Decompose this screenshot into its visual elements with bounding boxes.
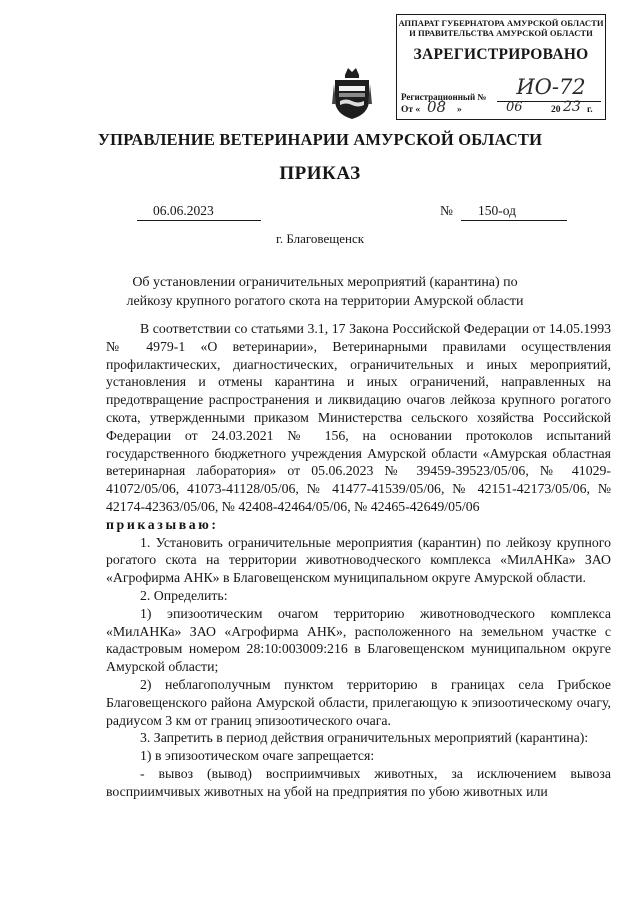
- item-3-1-a: - вывоз (вывод) восприимчивых животных, за исключением вывоза восприимчивых животных на убой на предприятия по убою животных или: [106, 765, 611, 799]
- stamp-month: 06: [506, 100, 523, 115]
- item-1: 1. Установить ограничительные мероприятия (карантин) по лейкозу крупного рогатого скота на территории животноводческого комплекса «МилАНКа» ЗАО «Агрофирма АНК» в Благовещенском муниципальном округе Амурской области.: [106, 534, 611, 586]
- date-underline: [137, 220, 261, 221]
- stamp-year-end: г.: [587, 105, 593, 115]
- item-3-1: 1) в эпизоотическом очаге запрещается:: [140, 748, 375, 764]
- stamp-year-prefix: 20: [551, 105, 561, 115]
- stamp-reg-number: ИО-72: [516, 75, 586, 99]
- item-2: 2. Определить:: [140, 587, 228, 603]
- preamble-paragraph: В соответствии со статьями 3.1, 17 Закона Российской Федерации от 14.05.1993 № 4979-1 «О ветеринарии», Ветеринарными правилами осуществления профилактических, диагностических, ограничительных и иных мероприятий, установления и отмены карантина и иных ограничений, направленных на предотвращение распространения и ликвидацию очагов лейкоза крупного рогатого скота, утвержденными приказом Министерства сельского хозяйства Российской Федерации от 24.03.2021 № 156, на основании протоколов испытаний государственного бюджетного учреждения Амурской области «Амурская областная ветеринарная лаборатория» от 05.06.2023 № 39459-39523/05/06, № 41029-41072/05/06, 41073-41128/05/06, № 41477-41539/05/06, № 42151-42173/05/06, № 42174-42363/05/06, № 42408-42464/05/06, № 42465-42649/05/06: [106, 321, 611, 514]
- item-3: 3. Запретить в период действия ограничительных мероприятий (карантина):: [140, 730, 589, 746]
- stamp-organization: [397, 18, 605, 38]
- document-type: ПРИКАЗ: [279, 163, 361, 184]
- order-subject: Об установлении ограничительных мероприятий (карантина) по лейкозу крупного рогатого скота на территории Амурской области: [126, 275, 524, 309]
- stamp-quote-close: »: [457, 105, 462, 115]
- stamp-org-line1: АППАРАТ ГУБЕРНАТОРА АМУРСКОЙ ОБЛАСТИ: [398, 18, 604, 28]
- number-underline: [461, 220, 567, 221]
- department-name: УПРАВЛЕНИЕ ВЕТЕРИНАРИИ АМУРСКОЙ ОБЛАСТИ: [97, 130, 543, 149]
- item-2-1: 1) эпизоотическим очагом территорию животноводческого комплекса «МилАНКа» ЗАО «Агрофирма АНК», расположенного на земельном участке с кадастровым номером 28:10:003009:216 в Благовещенском муниципальном округе Амурской области;: [106, 605, 611, 675]
- stamp-year-suffix: 23: [563, 99, 581, 115]
- stamp-date: [401, 98, 601, 119]
- order-number: 150-од: [478, 203, 516, 218]
- city: г. Благовещенск: [275, 231, 365, 246]
- stamp-org-line2: И ПРАВИТЕЛЬСТВА АМУРСКОЙ ОБЛАСТИ: [409, 28, 593, 38]
- number-sign: №: [440, 203, 453, 218]
- stamp-title: ЗАРЕГИСТРИРОВАНО: [413, 46, 589, 63]
- order-date: 06.06.2023: [153, 203, 214, 218]
- registration-stamp: [396, 14, 606, 120]
- order-body: [106, 320, 611, 801]
- stamp-date-prefix: От «: [401, 105, 421, 115]
- coat-of-arms-icon: [331, 64, 373, 120]
- item-2-2: 2) неблагополучным пунктом территорию в границах села Грибское Благовещенского района Амурской области, прилегающую к эпизоотическому очагу, радиусом 3 км от границ эпизоотического очага.: [106, 676, 611, 728]
- stamp-day: 08: [427, 98, 447, 116]
- stamp-reg-label: Регистрационный №: [401, 92, 487, 102]
- order-word: приказываю:: [106, 516, 219, 532]
